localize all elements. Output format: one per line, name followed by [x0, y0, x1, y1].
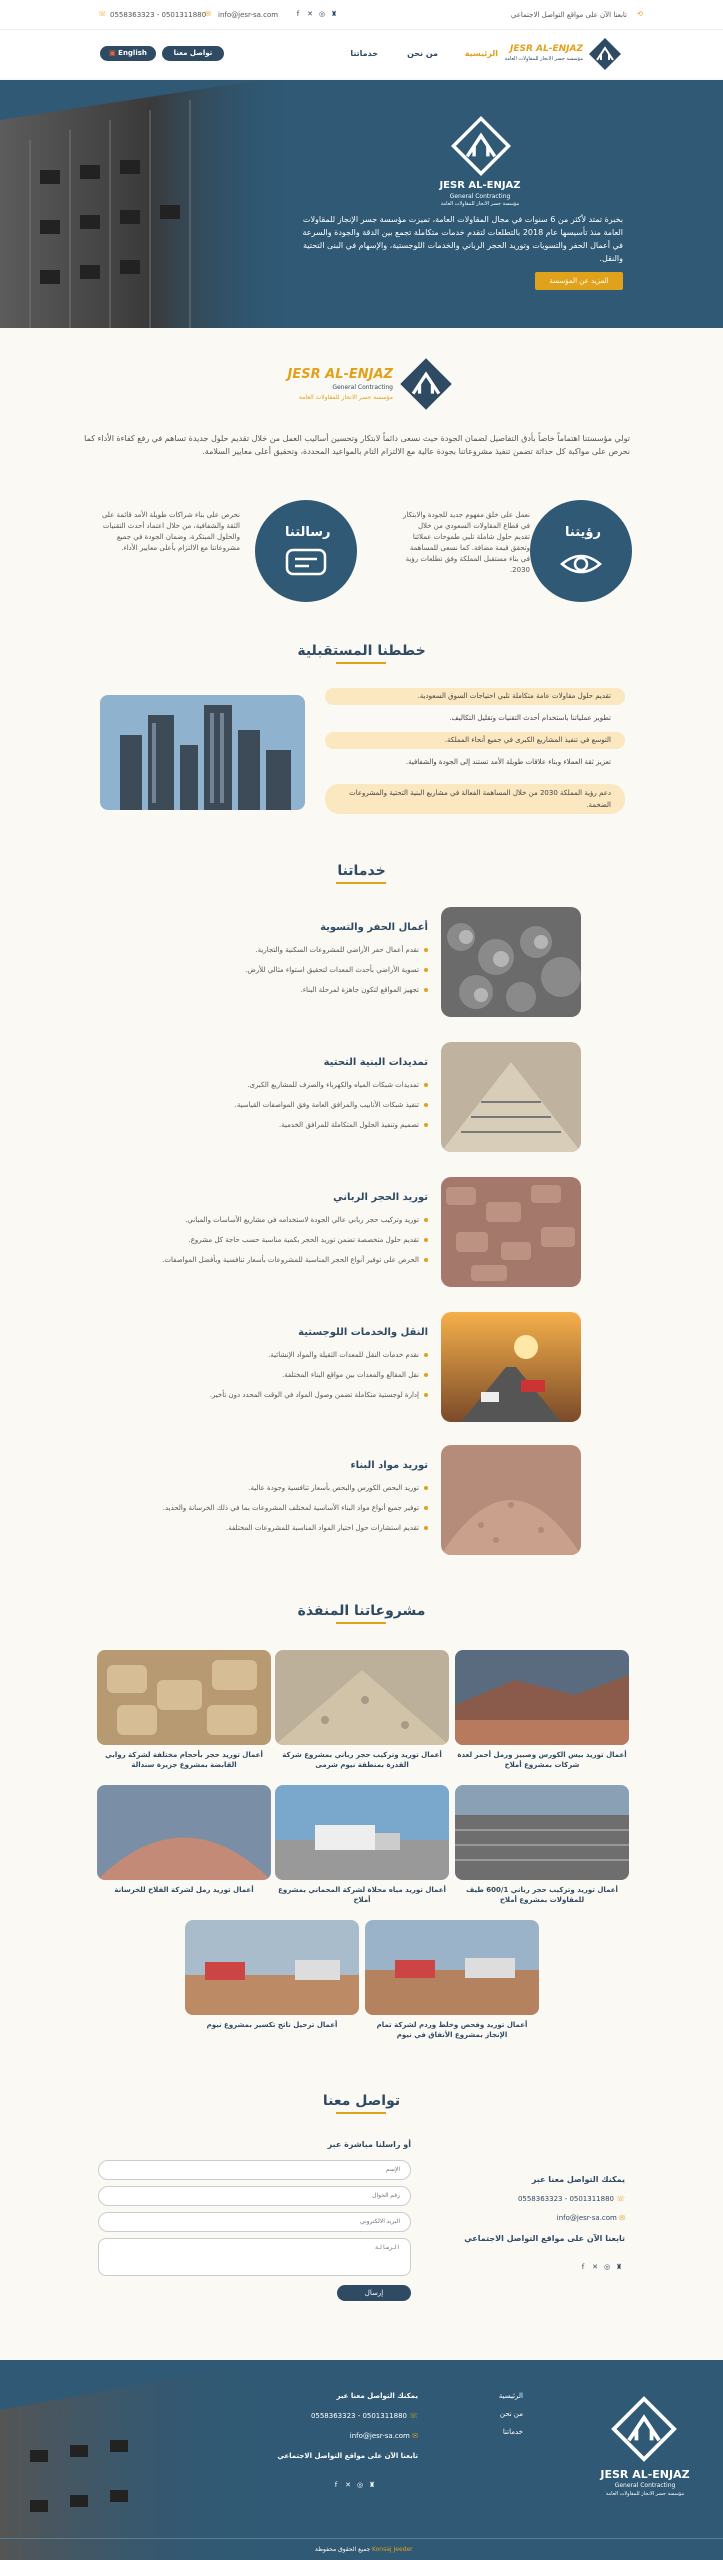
footer: [0, 2360, 723, 2560]
vision-title: رؤيتنا: [565, 525, 601, 540]
snapchat-icon[interactable]: ♜: [330, 10, 338, 18]
services-underline: [336, 882, 386, 884]
footer-divider: [0, 2538, 723, 2539]
service-image-logistics: [441, 1312, 581, 1422]
about-logo-ar: مؤسسة جسر الانجاز للمقاولات العامة: [298, 394, 393, 401]
phone-input[interactable]: [98, 2186, 411, 2206]
bullet-dot: [424, 948, 428, 952]
service-bullet: توريد البحص الكورس والبحص بأسعار تنافسية وجودة عالية.: [128, 1484, 428, 1492]
contact-email[interactable]: info@jesr-sa.com ✉: [556, 2214, 625, 2222]
project-caption: أعمال توريد وتركيب حجر رباني 600/1 طيف للمقاولات بمشروع أملاح: [466, 1886, 618, 1904]
about-logo-sub: General Contracting: [332, 384, 393, 391]
social-icons: [292, 10, 340, 18]
footer-follow: تابعنا الآن على مواقع التواصل الاجتماعي: [277, 2452, 418, 2460]
main-nav: [0, 30, 723, 78]
credit[interactable]: Konsaj Jeeder: [372, 2546, 413, 2553]
phone-icon: ☏: [409, 2412, 418, 2420]
footer-logo-sub: General Contracting: [614, 2482, 676, 2489]
flag-icon: ▣: [109, 49, 116, 57]
x-icon[interactable]: ✕: [592, 2263, 598, 2271]
contact-title: تواصل معنا: [322, 2093, 401, 2109]
about-logo-icon: [397, 355, 455, 413]
mail-icon: ✉: [205, 10, 211, 18]
hero-logo-icon: [450, 115, 512, 177]
contact-button[interactable]: تواصل معنا: [162, 46, 224, 61]
project-caption: أعمال توريد رمل لشركة الفلاح للخرسانة: [114, 1886, 254, 1894]
facebook-icon[interactable]: f: [296, 10, 300, 18]
service-bullet: تقديم استشارات حول اختيار المواد المناسبة للمشروعات المختلفة.: [128, 1524, 428, 1532]
bullet-dot: [424, 1218, 428, 1222]
service-bullet: نقدم خدمات النقل للمعدات الثقيلة والمواد الإنشائية.: [128, 1351, 428, 1359]
hero-text: بخبرة تمتد لأكثر من 6 سنوات في مجال المقاولات العامة، تميزت مؤسسة جسر الإنجاز للمقاولات العامة منذ تأسيسها عام 2018 بالتطلعات لتقدم خدمات متكاملة تجمع بين الدقة والجودة والسرعة في أعمال الحفر والتسويات وتوريد الحجر الرباني والخدمات اللوجستية، والإسهام في البنى التحتية والنقل.: [302, 215, 623, 263]
service-bullet: تنفيذ شبكات الأنابيب والمرافق العامة وفق المواصفات القياسية.: [128, 1101, 428, 1109]
hero-logo-sub: General Contracting: [449, 193, 511, 200]
project-image: [275, 1650, 449, 1745]
project-image: [97, 1650, 271, 1745]
footer-contact-title: يمكنك التواصل معنا عبر: [336, 2392, 418, 2400]
footer-building-image: [0, 2360, 280, 2560]
plan-item: تطوير عملياتنا باستخدام أحدث التقنيات وتقليل التكاليف.: [449, 714, 611, 722]
bullet-dot: [424, 1393, 428, 1397]
service-image-materials: [441, 1445, 581, 1555]
bullet-dot: [424, 1486, 428, 1490]
bullet-dot: [424, 1373, 428, 1377]
more-about-button[interactable]: المزيد عن المؤسسة: [535, 272, 623, 290]
footer-link-about[interactable]: من نحن: [499, 2410, 523, 2418]
footer-logo-ar: مؤسسة جسر الانجاز للمقاولات العامة: [605, 2491, 685, 2497]
service-bullet: إدارة لوجستية متكاملة تضمن وصول المواد في الوقت المحدد دون تأخير.: [128, 1391, 428, 1399]
footer-link-home[interactable]: الرئيسية: [498, 2392, 523, 2400]
service-bullet: الحرص على توفير أنواع الحجر المناسبة للمشروعات بأسعار تنافسية وبأفضل المواصفات.: [128, 1256, 428, 1264]
plan-item: التوسع في تنفيذ المشاريع الكبرى في جميع أنحاء المملكة.: [325, 732, 625, 749]
top-bar: [0, 0, 723, 30]
about-logo: [270, 355, 455, 415]
mail-icon: ✉: [619, 2214, 625, 2222]
contact-info-title: يمكنك التواصل معنا عبر: [531, 2175, 625, 2184]
project-caption: أعمال توريد بيس الكورس وصبيز ورمل أحمر لعدة شركات بمشروع أملاح: [457, 1751, 627, 1769]
nav-services[interactable]: خدماتنا: [350, 49, 378, 58]
project-caption: أعمال ترحيل ناتج تكسير بمشروع نيوم: [206, 2021, 338, 2029]
snapchat-icon[interactable]: ♜: [368, 2481, 376, 2489]
x-icon[interactable]: ✕: [345, 2481, 351, 2489]
project-image: [185, 1920, 359, 2015]
bullet-dot: [424, 1083, 428, 1087]
top-email[interactable]: info@jesr-sa.com: [218, 11, 279, 19]
contact-social-icons: [577, 2254, 625, 2273]
service-bullet: تمديدات شبكات المياه والكهرباء والصرف للمشاريع الكبرى.: [128, 1081, 428, 1089]
name-input[interactable]: [98, 2160, 411, 2180]
project-image: [365, 1920, 539, 2015]
project-caption: أعمال توريد وتركيب حجر رباني بمشروع شركة القدرة بمنطقة نيوم شرمى: [282, 1751, 442, 1769]
bullet-dot: [424, 968, 428, 972]
language-button[interactable]: [100, 46, 156, 61]
bullet-dot: [424, 1526, 428, 1530]
top-phones[interactable]: 0558363323 - 0501311880: [110, 11, 207, 19]
language-label: English: [118, 49, 147, 57]
copyright: جميع الحقوق محفوظة: [315, 2546, 371, 2553]
service-bullet: تقديم حلول متخصصة تضمن توريد الحجر بكمية مناسبة حسب حاجة كل مشروع.: [128, 1236, 428, 1244]
nav-about[interactable]: من نحن: [407, 49, 438, 58]
plans-underline: [336, 662, 386, 664]
vision-circle: [530, 500, 632, 602]
nav-home[interactable]: الرئيسية: [464, 49, 498, 58]
mission-title: رسالتنا: [285, 525, 331, 540]
service-title: توريد مواد البناء: [350, 1460, 428, 1471]
eye-icon: [560, 548, 602, 580]
bullet-dot: [424, 1238, 428, 1242]
logo-icon: [587, 36, 623, 72]
hero-logo-name: JESR AL-ENJAZ: [439, 180, 521, 191]
bullet-dot: [424, 1353, 428, 1357]
email-input[interactable]: [98, 2212, 411, 2232]
service-title: النقل والخدمات اللوجستية: [298, 1327, 428, 1338]
logo[interactable]: [503, 36, 623, 72]
service-image-stone: [441, 1177, 581, 1287]
projects-title: مشروعاتنا المنفذة: [297, 1603, 426, 1619]
follow-text: تابعنا الآن على مواقع التواصل الاجتماعي: [510, 11, 627, 19]
project-caption: أعمال توريد حجر بأحجام مختلفة لشركة روابي القابضة بمشروع جزيرة سندالة: [105, 1751, 263, 1769]
footer-logo-icon: [610, 2395, 678, 2463]
service-bullet: تسوية الأراضي بأحدث المعدات لتحقيق استواء مثالي للأرض.: [128, 966, 428, 974]
about-logo-name: JESR AL-ENJAZ: [287, 367, 393, 382]
message-input[interactable]: [98, 2238, 411, 2276]
service-title: توريد الحجر الرباني: [333, 1192, 428, 1203]
phone-icon: ☏: [98, 10, 107, 18]
bullet-dot: [424, 1103, 428, 1107]
chat-icon: [285, 548, 327, 580]
mail-icon: ✉: [412, 2432, 418, 2440]
mission-text: نحرص على بناء شراكات طويلة الأمد قائمة على الثقة والشفافية، من خلال اعتماد أحدث التقنيات والحلول المبتكرة، وضمان الجودة في جميع مشروعاتنا مع الالتزام بأعلى معايير الأداء.: [101, 511, 240, 552]
project-image: [97, 1785, 271, 1880]
phone-icon: ☏: [616, 2195, 625, 2203]
service-title: أعمال الحفر والتسوية: [320, 922, 428, 933]
send-button[interactable]: إرسال: [337, 2285, 411, 2301]
hero-logo-ar: مؤسسة جسر الانجاز للمقاولات العامة: [440, 201, 520, 207]
footer-email[interactable]: info@jesr-sa.com ✉: [349, 2432, 418, 2440]
contact-phones[interactable]: 0558363323 - 0501311880 ☏: [517, 2195, 625, 2203]
project-image: [275, 1785, 449, 1880]
hero-section: [0, 80, 723, 328]
logo-ar: مؤسسة جسر الانجاز للمقاولات العامة: [504, 56, 583, 62]
services-title: خدماتنا: [337, 863, 386, 879]
bullet-dot: [424, 1123, 428, 1127]
share-icon: ⟲: [637, 10, 643, 18]
bullet-dot: [424, 988, 428, 992]
service-image-excavation: [441, 907, 581, 1017]
contact-underline: [336, 2112, 386, 2114]
about-intro: تولي مؤسستنا اهتماماً خاصاً بأدق التفاصيل لضمان الجودة حيث نسعى دائماً لابتكار وتحسين أساليب العمل من خلال تقديم حلول جديدة تساهم في رفع كفاءة الأداء كما نحرص على مواكبة كل حداثة تضمن تنفيذ مشروعاتنا بجودة عالية مع الالتزام التام بالمواعيد المحددة، وتحقيق أعلى معايير السلامة.: [84, 434, 630, 456]
instagram-icon[interactable]: ◎: [603, 2263, 611, 2271]
mission-circle: [255, 500, 357, 602]
service-bullet: توريد وتركيب حجر رباني عالي الجودة لاستخدامه في مشاريع الأساسات والمباني.: [128, 1216, 428, 1224]
plans-title: خططنا المستقبلية: [297, 643, 426, 659]
service-bullet: نقل المقالع والمعدات بين مواقع البناء المختلفة.: [128, 1371, 428, 1379]
vision-text: نعمل على خلق مفهوم جديد للجودة والابتكار في قطاع المقاولات السعودي من خلال تقديم حلول شاملة تلبي طموحات عملائنا وتحقق قيمة مضافة. كما نسعى للمساهمة في بناء مستقبل المملكة وفق تطلعات رؤية 2030.: [402, 511, 530, 574]
service-bullet: تصميم وتنفيذ الحلول المتكاملة للمرافق الخدمية.: [128, 1121, 428, 1129]
service-bullet: نقدم أعمال حفر الأراضي للمشروعات السكنية والتجارية.: [128, 946, 428, 954]
snapchat-icon[interactable]: ♜: [615, 2263, 623, 2271]
plan-item: دعم رؤية المملكة 2030 من خلال المساهمة الفعالة في مشاريع البنية التحتية والمشروعات الضخمة.: [325, 784, 625, 814]
footer-link-services[interactable]: خدماتنا: [502, 2428, 523, 2436]
service-title: تمديدات البنية التحتية: [323, 1057, 428, 1068]
hero-building-image: [0, 80, 723, 328]
contact-follow: تابعنا الآن على مواقع التواصل الاجتماعي: [464, 2234, 625, 2243]
project-caption: أعمال توريد وفحص وخلط وردم لشركة تمام الإنجاز بمشروع الأنفاق في نيوم: [376, 2021, 528, 2039]
footer-phones[interactable]: 0558363323 - 0501311880 ☏: [310, 2412, 418, 2420]
facebook-icon[interactable]: f: [581, 2263, 585, 2271]
project-image: [455, 1650, 629, 1745]
x-icon[interactable]: ✕: [307, 10, 313, 18]
footer-logo-name: JESR AL-ENJAZ: [600, 2468, 690, 2481]
footer-social-icons: [330, 2472, 378, 2491]
plan-item: تقديم حلول مقاولات عامة متكاملة تلبي احتياجات السوق السعودية.: [325, 688, 625, 705]
bullet-dot: [424, 1258, 428, 1262]
facebook-icon[interactable]: f: [334, 2481, 338, 2489]
service-bullet: تجهيز المواقع لتكون جاهزة لمرحلة البناء.: [128, 986, 428, 994]
service-image-infrastructure: [441, 1042, 581, 1152]
service-bullet: توفير جميع أنواع مواد البناء الأساسية لمختلف المشروعات بما في ذلك الخرسانة والحديد.: [128, 1504, 428, 1512]
project-image: [455, 1785, 629, 1880]
projects-underline: [336, 1622, 386, 1624]
project-caption: أعمال توريد مياه محلاة لشركة المحماني بمشروع أملاح: [278, 1886, 446, 1904]
form-title: أو راسلنا مباشرة عبر: [327, 2140, 411, 2149]
instagram-icon[interactable]: ◎: [318, 10, 326, 18]
logo-name: JESR AL-ENJAZ: [510, 44, 583, 54]
plan-item: تعزيز ثقة العملاء وبناء علاقات طويلة الأمد تستند إلى الجودة والشفافية.: [405, 758, 611, 766]
plans-skyline-image: [100, 695, 305, 810]
bullet-dot: [424, 1506, 428, 1510]
instagram-icon[interactable]: ◎: [356, 2481, 364, 2489]
